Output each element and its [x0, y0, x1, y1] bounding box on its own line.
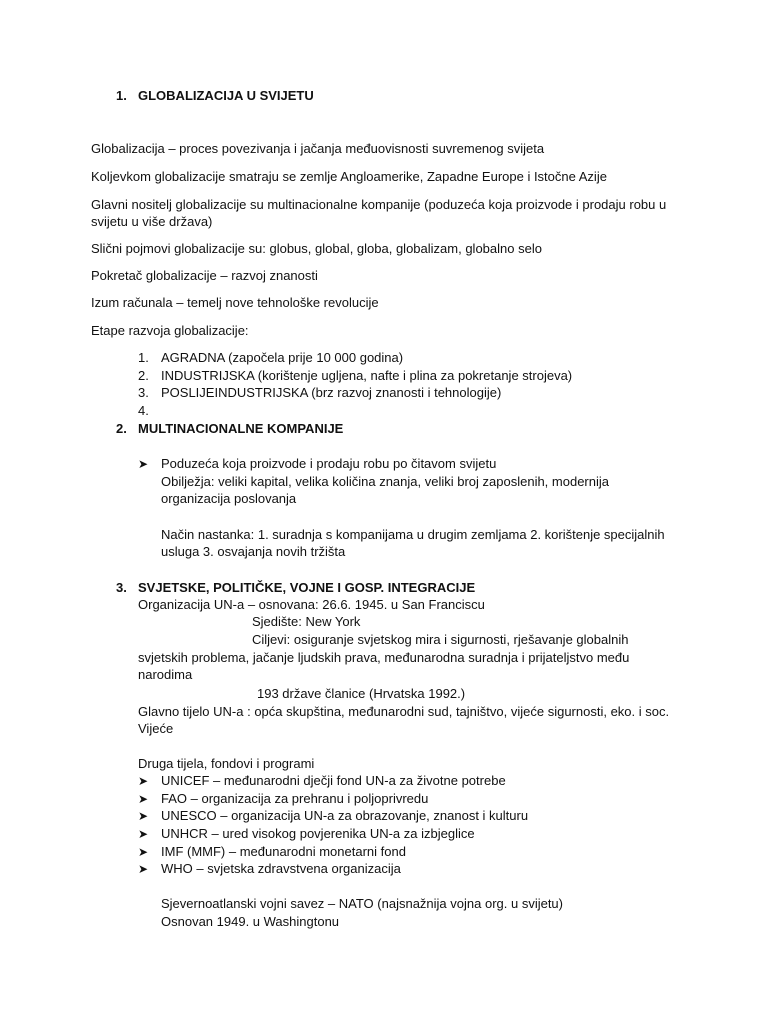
- intro-paragraph-2: Koljevkom globalizacije smatraju se zemlje Angloamerike, Zapadne Europe i Istočne Azije: [91, 169, 607, 184]
- un-body-item: FAO – organizacija za prehranu i poljoprivredu: [161, 791, 429, 806]
- other-bodies-title: Druga tijela, fondovi i programi: [138, 756, 315, 771]
- nato-line-2: Osnovan 1949. u Washingtonu: [161, 914, 340, 929]
- un-body-item: UNHCR – ured visokog povjerenika UN-a za izbjeglice: [161, 826, 475, 841]
- intro-paragraph-3-line-2: svijetu u više država): [91, 214, 213, 229]
- section-2-bullet-text: Poduzeća koja proizvode i prodaju robu po čitavom svijetu: [161, 456, 497, 471]
- intro-paragraph-6: Izum računala – temelj nove tehnološke revolucije: [91, 295, 379, 310]
- intro-paragraph-4: Slični pojmovi globalizacije su: globus, global, globa, globalizam, globalno selo: [91, 241, 542, 256]
- intro-paragraph-1: Globalizacija – proces povezivanja i jačanja međuovisnosti suvremenog svijeta: [91, 141, 545, 156]
- stage-number: 4.: [138, 403, 149, 418]
- intro-paragraph-3-line-1: Glavni nositelj globalizacije su multinacionalne kompanije (poduzeća koja proizvode i prodaju robu u: [91, 197, 667, 212]
- un-body-item: UNICEF – međunarodni dječji fond UN-a za životne potrebe: [161, 773, 506, 788]
- un-main-body-line-1: Glavno tijelo UN-a : opća skupština, međunarodni sud, tajništvo, vijeće sigurnosti, eko. i soc.: [138, 704, 670, 719]
- un-goals-line-1: Ciljevi: osiguranje svjetskog mira i sigurnosti, rješavanje globalnih: [252, 632, 629, 647]
- heading-2-title: MULTINACIONALNE KOMPANIJE: [138, 421, 344, 436]
- un-members: 193 države članice (Hrvatska 1992.): [257, 686, 466, 701]
- stage-text: POSLIJEINDUSTRIJSKA (brz razvoj znanosti i tehnologije): [161, 385, 502, 400]
- stage-number: 1.: [138, 350, 149, 365]
- stage-number: 2.: [138, 368, 149, 383]
- heading-3-title: SVJETSKE, POLITIČKE, VOJNE I GOSP. INTEGRACIJE: [138, 580, 476, 595]
- un-body-item: WHO – svjetska zdravstvena organizacija: [161, 861, 401, 876]
- stage-text: AGRADNA (započela prije 10 000 godina): [161, 350, 404, 365]
- stage-text: INDUSTRIJSKA (korištenje ugljena, nafte i plina za pokretanje strojeva): [161, 368, 573, 383]
- section-2-features-line-2: organizacija poslovanja: [161, 491, 297, 506]
- heading-1-number: 1.: [116, 88, 127, 103]
- arrowhead-bullet-icon: ➤: [138, 774, 149, 788]
- arrowhead-bullet-icon: ➤: [138, 827, 149, 841]
- intro-paragraph-5: Pokretač globalizacije – razvoj znanosti: [91, 268, 318, 283]
- nato-line-1: Sjevernoatlanski vojni savez – NATO (najsnažnija vojna org. u svijetu): [161, 896, 563, 911]
- arrowhead-bullet-icon: ➤: [138, 809, 149, 823]
- heading-1-title: GLOBALIZACIJA U SVIJETU: [138, 88, 314, 103]
- section-2-origin-line-1: Način nastanka: 1. suradnja s kompanijama u drugim zemljama 2. korištenje specijalnih: [161, 527, 665, 542]
- arrowhead-bullet-icon: ➤: [138, 457, 149, 471]
- section-2-features-line-1: Obilježja: veliki kapital, velika količina znanja, veliki broj zaposlenih, modernija: [161, 474, 609, 489]
- un-goals-line-3: narodima: [138, 667, 193, 682]
- heading-3-number: 3.: [116, 580, 127, 595]
- un-goals-line-2: svjetskih problema, jačanje ljudskih prava, međunarodna suradnja i prijateljstvo među: [138, 650, 630, 665]
- un-founded: Organizacija UN-a – osnovana: 26.6. 1945. u San Franciscu: [138, 597, 485, 612]
- stage-number: 3.: [138, 385, 149, 400]
- un-body-item: IMF (MMF) – međunarodni monetarni fond: [161, 844, 406, 859]
- arrowhead-bullet-icon: ➤: [138, 845, 149, 859]
- section-2-origin-line-2: usluga 3. osvajanja novih tržišta: [161, 544, 346, 559]
- un-main-body-line-2: Vijeće: [138, 721, 174, 736]
- un-body-item: UNESCO – organizacija UN-a za obrazovanje, znanost i kulturu: [161, 808, 529, 823]
- arrowhead-bullet-icon: ➤: [138, 792, 149, 806]
- un-seat: Sjedište: New York: [252, 614, 361, 629]
- intro-paragraph-7: Etape razvoja globalizacije:: [91, 323, 249, 338]
- arrowhead-bullet-icon: ➤: [138, 862, 149, 876]
- heading-2-number: 2.: [116, 421, 127, 436]
